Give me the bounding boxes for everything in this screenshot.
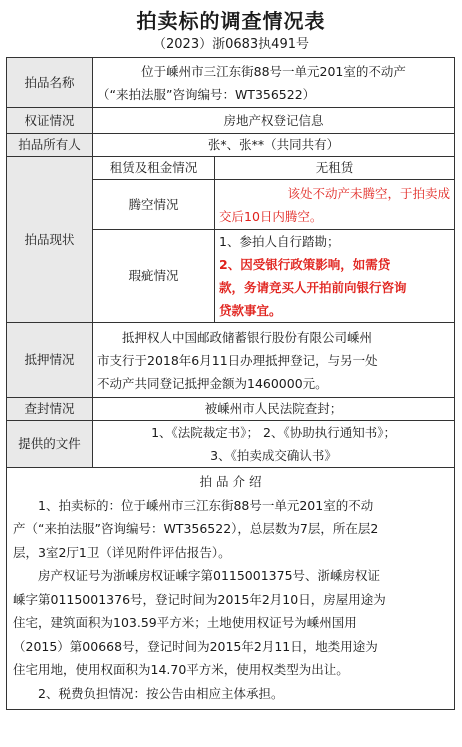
intro-p3-line-1: 2、税费负担情况：按公告由相应主体承担。 <box>38 685 284 701</box>
vacate-value <box>215 180 455 230</box>
row-seizure <box>7 398 455 421</box>
row-documents <box>7 421 455 468</box>
case-number: （2023）浙0683执491号 <box>153 37 309 52</box>
defect-value <box>215 230 455 323</box>
page-title: 拍卖标的调查情况表 <box>136 9 326 33</box>
vacate-line-2: 交后10日内腾空。 <box>219 208 323 224</box>
mortgage-value <box>93 323 455 398</box>
row-mortgage <box>7 323 455 398</box>
documents-line-2: 3、《拍卖成交确认书》 <box>210 448 337 463</box>
vacate-label: 腾空情况 <box>93 180 215 230</box>
row-lease <box>7 157 455 180</box>
intro-p2-line-3: 住宅，建筑面积为103.59平方米；土地使用权证号为嵊州国用 <box>13 615 357 630</box>
intro-p1-line-1: 1、拍卖标的：位于嵊州市三江东街88号一单元201室的不动 <box>38 497 374 513</box>
intro-p2-line-2: 嵊字第0115001376号，登记时间为2015年2月10日，房屋用途为 <box>13 591 386 607</box>
documents-value <box>93 421 455 468</box>
intro-p2-line-1: 房产权证号为浙嵊房权证嵊字第0115001375号、浙嵊房权证 <box>38 568 381 583</box>
intro-p1-line-3: 层，3室2厅1卫（详见附件评估报告）。 <box>13 544 231 560</box>
lease-label: 租赁及租金情况 <box>93 157 215 180</box>
intro-heading: 拍 品 介 绍 <box>199 474 262 489</box>
intro-section <box>7 468 455 710</box>
item-name-label: 拍品名称 <box>7 58 93 108</box>
defect-item-2-line-2: 款，务请竞买人开拍前向银行咨询 <box>219 280 407 295</box>
mortgage-line-3: 不动产共同登记抵押金额为1460000元。 <box>97 375 328 391</box>
row-item-name <box>7 58 455 108</box>
seizure-label: 查封情况 <box>7 398 93 421</box>
owner-value: 张*、张**（共同共有） <box>93 134 455 157</box>
row-owner <box>7 134 455 157</box>
lease-value: 无租赁 <box>215 157 455 180</box>
rights-value: 房地产权登记信息 <box>93 108 455 134</box>
documents-line-1: 1、《法院裁定书》； 2、《协助执行通知书》； <box>151 425 396 440</box>
defect-item-2-line-1: 2、因受银行政策影响，如需贷 <box>219 257 391 272</box>
seizure-value: 被嵊州市人民法院查封； <box>93 398 455 421</box>
defect-label: 瑕疵情况 <box>93 230 215 323</box>
item-name-line-1: 位于嵊州市三江东街88号一单元201室的不动产 <box>141 63 406 79</box>
row-intro <box>7 468 455 710</box>
row-rights <box>7 108 455 134</box>
documents-label: 提供的文件 <box>7 421 93 468</box>
item-name-line-2: （“来拍法服”咨询编号：WT356522） <box>97 86 316 102</box>
intro-p1-line-2: 产（“来拍法服”咨询编号：WT356522），总层数为7层，所在层2 <box>13 521 379 536</box>
item-name-value <box>93 58 455 108</box>
survey-table <box>6 57 455 710</box>
intro-p2-line-5: 住宅用地，使用权面积为14.70平方米，使用权类型为出让。 <box>13 662 349 677</box>
mortgage-label: 抵押情况 <box>7 323 93 398</box>
vacate-line-1: 该处不动产未腾空，于拍卖成 <box>287 185 451 201</box>
mortgage-line-1: 抵押权人中国邮政储蓄银行股份有限公司嵊州 <box>122 329 373 345</box>
rights-label: 权证情况 <box>7 108 93 134</box>
mortgage-line-2: 市支行于2018年6月11日办理抵押登记，与另一处 <box>97 352 378 368</box>
intro-p2-line-4: （2015）第00668号，登记时间为2015年2月11日，地类用途为 <box>13 638 378 654</box>
status-label: 拍品现状 <box>7 157 93 323</box>
defect-item-2-line-3: 贷款事宜。 <box>219 303 282 318</box>
defect-item-1: 1、参拍人自行踏勘； <box>219 234 340 249</box>
owner-label: 拍品所有人 <box>7 134 93 157</box>
